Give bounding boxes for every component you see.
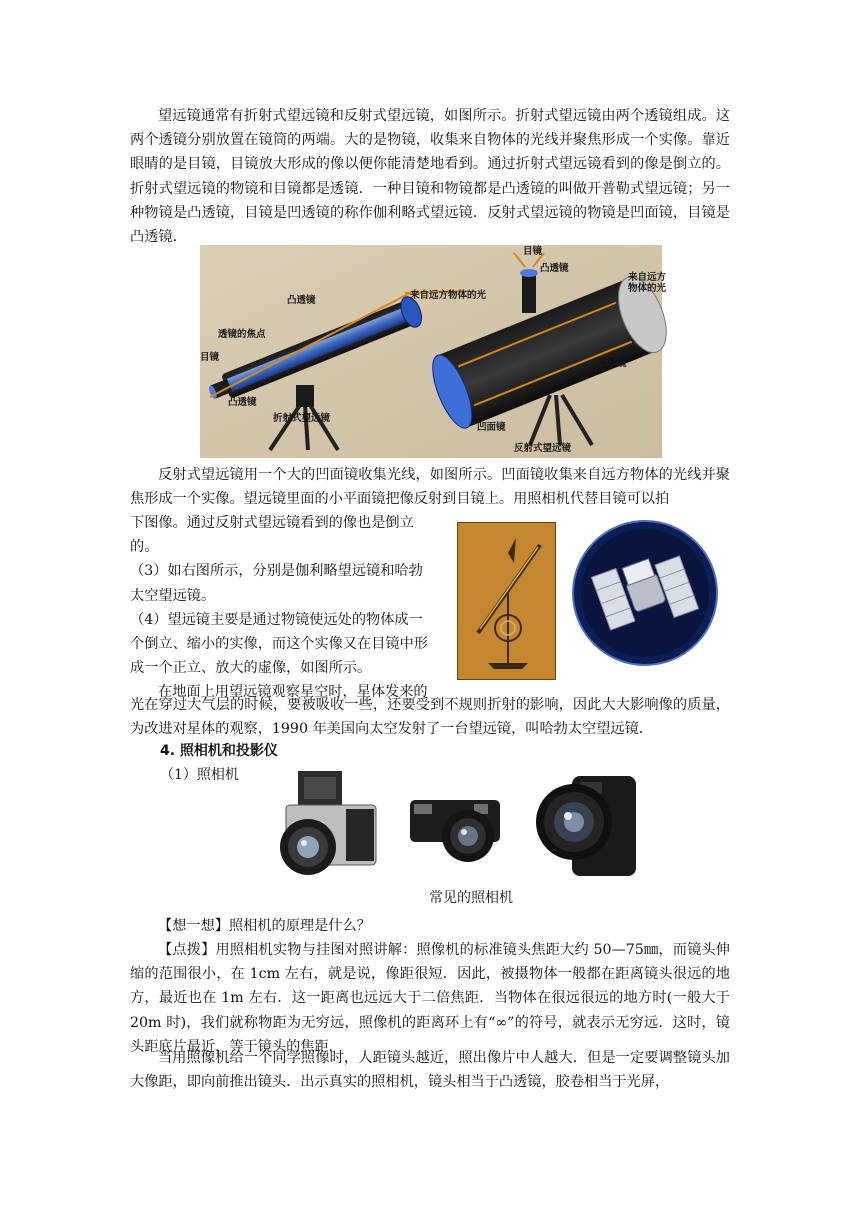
label-refr-light: 来自远方物体的光 [410, 290, 487, 301]
label-refr-convex-bottom: 凸透镜 [228, 397, 257, 408]
paragraph-reflecting: 反射式望远镜用一个大的凹面镜收集光线，如图所示。凹面镜收集来自远方物体的光线并聚焦形成一个实像。望远镜里面的小平面镜把像反射到目镜上。用照相机代替目镜可以拍 [130, 467, 730, 508]
label-refl-flat: 平面镜 [598, 358, 627, 369]
label-refl-concave: 凹面镜 [477, 422, 506, 433]
label-refr-convex-top: 凸透镜 [287, 295, 316, 306]
label-refl-light-2: 物体的光 [628, 283, 667, 294]
label-refl-eyepiece: 目镜 [523, 246, 543, 257]
label-refl-caption: 反射式望远镜 [514, 443, 572, 454]
paragraph-last: 当用照像机给一个同学照像时，人距镜头越近，照出像片中人越大．但是一定要调整镜头加大像距，即向前推出镜头．出示真实的照相机，镜头相当于凸透镜，胶卷相当于光屏， [130, 1050, 730, 1091]
paragraph-think: 【想一想】照相机的原理是什么？ [158, 918, 371, 934]
item4-line1: （4）望远镜主要是通过物镜使远处的物体成一 [130, 611, 423, 628]
label-refr-caption: 折射式望远镜 [273, 413, 331, 424]
hubble-telescope-photo [572, 520, 718, 666]
para2-line4: 的。 [130, 539, 159, 556]
left-column-text [130, 511, 450, 705]
label-refr-focus: 透镜的焦点 [218, 329, 266, 340]
camera-dslr-photo [530, 770, 640, 880]
item4-line3: 成一个正立、放大的虚像，如图所示。 [130, 660, 372, 677]
camera-caption: 常见的照相机 [429, 890, 513, 906]
label-refl-convex: 凸透镜 [540, 263, 569, 274]
camera-rangefinder-photo [408, 792, 504, 867]
camera-medium-format-photo [276, 765, 386, 880]
paragraph-hint: 【点拨】用照相机实物与挂图对照讲解：照像机的标准镜头焦距大约 50—75㎜，而镜头伸缩的范围很小，在 1cm 左右，就是说，像距很短．因此，被摄物体一般都在距离镜头很远的地方，最近也在 1m 左右．这一距离也远远大于二倍焦距．当物体在很远很远的地方时(一般大于 20m 时)，我们就称物距为无穷远，照像机的距离环上有“∞”的符号，就表示无穷远．这时，镜头距底片最近，等于镜头的焦距． [130, 942, 730, 1055]
item3-line2: 太空望远镜。 [130, 587, 216, 604]
galileo-telescope-photo [457, 522, 556, 680]
item4-line2: 个倒立、缩小的实像，而这个实像又在目镜中形 [130, 636, 428, 653]
telescope-diagram [200, 245, 667, 458]
para5-line1: 在地面上用望远镜观察星空时，星体发来的 [158, 684, 428, 701]
paragraph-hubble: 光在穿过大气层的时候，要被吸收一些，还要受到不规则折射的影响，因此大大影响像的质量，为改进对星体的观察，1990 年美国向太空发射了一台望远镜，叫哈勃太空望远镜． [130, 697, 730, 738]
label-refr-eyepiece: 目镜 [200, 352, 220, 363]
label-refl-light-1: 来自远方 [628, 272, 667, 283]
section-heading-camera-projector: 4. 照相机和投影仪 [160, 743, 278, 759]
subheading-camera: （1）照相机 [160, 767, 239, 783]
para2-line3: 下图像。通过反射式望远镜看到的像也是倒立 [130, 515, 414, 531]
item3-line1: （3）如右图所示，分别是伽利略望远镜和哈勃 [130, 563, 423, 580]
paragraph-telescope-types: 望远镜通常有折射式望远镜和反射式望远镜，如图所示。折射式望远镜由两个透镜组成。这两个透镜分别放置在镜筒的两端。大的是物镜，收集来自物体的光线并聚焦形成一个实像。靠近眼睛的是目镜，目镜放大形成的像以便你能清楚地看到。通过折射式望远镜看到的像是倒立的。折射式望远镜的物镜和目镜都是透镜．一种目镜和物镜都是凸透镜的叫做开普勒式望远镜；另一种物镜是凸透镜，目镜是凹透镜的称作伽利略式望远镜．反射式望远镜的物镜是凹面镜，目镜是凸透镜． [130, 108, 730, 246]
telescope-figure [200, 245, 667, 458]
